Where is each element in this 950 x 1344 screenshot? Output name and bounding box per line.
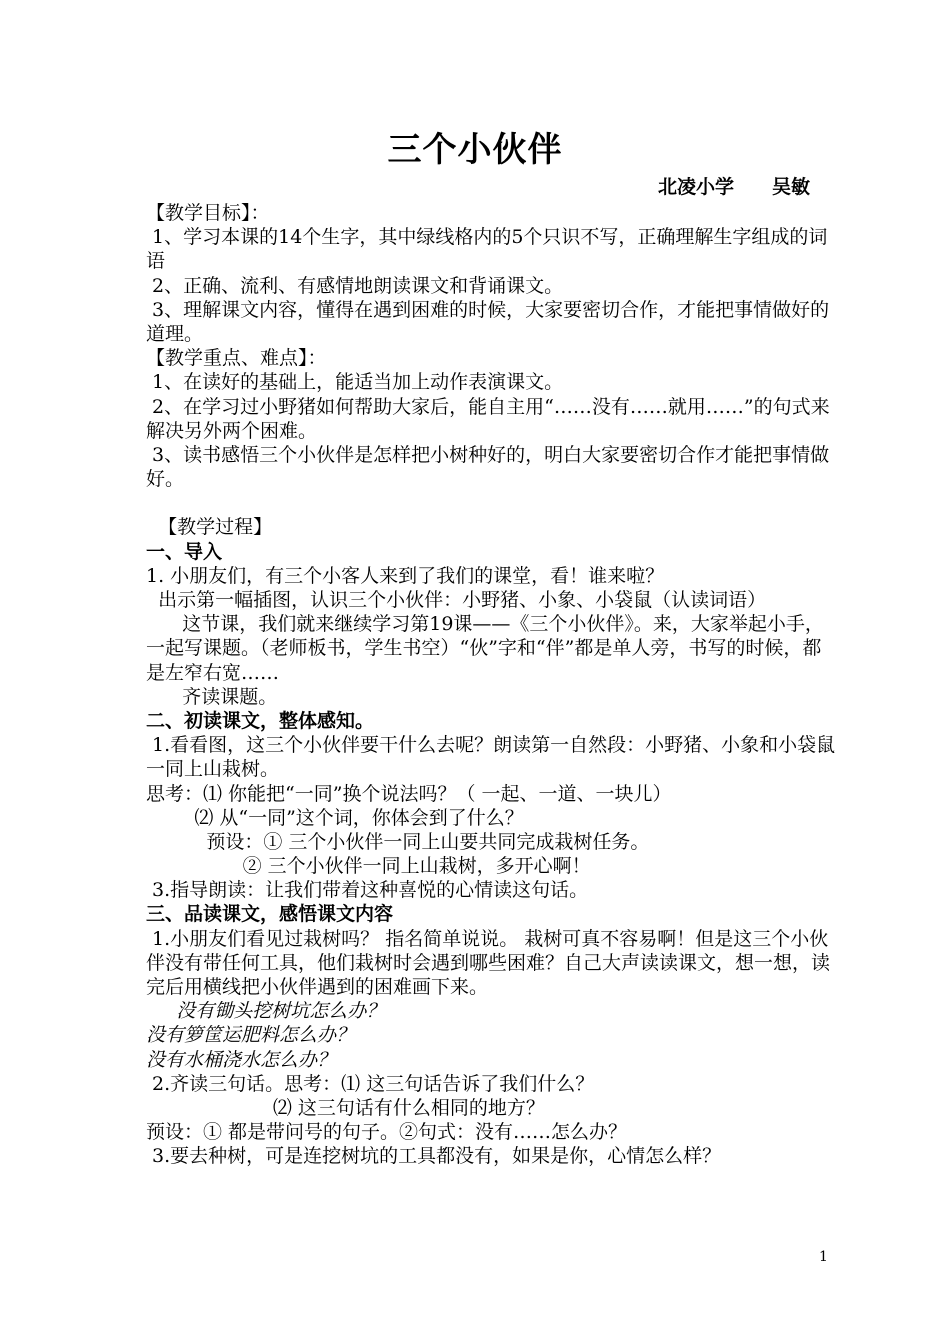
text-line: 没有箩筐运肥料怎么办？: [146, 1024, 356, 1047]
page-number: 1: [819, 1249, 828, 1265]
text-line: 1.看看图，这三个小伙伴要干什么去呢？朗读第一自然段：小野猪、小象和小袋鼠一同上山栽树。: [146, 734, 836, 781]
text-line: 3.指导朗读：让我们带着这种喜悦的心情读这句话。: [146, 879, 589, 902]
text-line: ⑵ 这三句话有什么相同的地方？: [146, 1097, 545, 1120]
text-line: 3.要去种树，可是连挖树坑的工具都没有，如果是你，心情怎么样？: [146, 1145, 722, 1168]
text-line: 【教学重点、难点】：: [146, 347, 327, 370]
text-line: 预设：① 都是带问号的句子。②句式：没有……怎么办？: [146, 1121, 628, 1144]
text-line: 出示第一幅插图，认识三个小伙伴：小野猪、小象、小袋鼠（认读词语）: [146, 588, 767, 611]
blank-line: [146, 491, 836, 515]
text-line: 3、理解课文内容，懂得在遇到困难的时候，大家要密切合作，才能把事情做好的道理。: [146, 298, 830, 345]
author-line: 北凌小学 吴敏: [657, 176, 810, 198]
text-line: 没有水桶浇水怎么办？: [146, 1048, 337, 1071]
text-line: 【教学目标】：: [146, 202, 270, 224]
section-heading: 三、品读课文，感悟课文内容: [146, 903, 394, 926]
text-line: 2、在学习过小野猪如何帮助大家后，能自主用“……没有……就用……”的句式来解决另外两个困难。: [146, 395, 830, 442]
section-heading: 一、导入: [146, 540, 223, 563]
document-body: [146, 201, 836, 1169]
text-line: 2.齐读三句话。思考：⑴ 这三句话告诉了我们什么？: [146, 1072, 595, 1095]
text-line: 3、读书感悟三个小伙伴是怎样把小树种好的，明白大家要密切合作才能把事情做好。: [146, 443, 830, 491]
text-line: ② 三个小伙伴一同上山栽树，多开心啊！: [146, 855, 591, 878]
text-line: 没有锄头挖树坑怎么办？: [146, 1000, 386, 1023]
text-line: 齐读课题。: [146, 685, 278, 708]
text-line: 这节课，我们就来继续学习第19课——《三个小伙伴》。来，大家举起小手，一起写课题。（老师板书，学生书空）“伙”字和“伴”都是单人旁，书写的时候，都是左窄右宽……: [146, 613, 824, 684]
text-line: 1. 小朋友们，有三个小客人来到了我们的课堂，看！谁来啦？: [146, 564, 665, 587]
section-heading: 二、初读课文，整体感知。: [146, 709, 375, 732]
text-line: 【教学过程】: [146, 516, 273, 539]
text-line: 思考：⑴ 你能把“一同”换个说法吗？（ 一起、一道、一块儿）: [146, 782, 672, 805]
text-line: 预设：① 三个小伙伴一同上山要共同完成栽树任务。: [146, 830, 650, 853]
text-line: ⑵ 从“一同”这个词，你体会到了什么？: [146, 806, 524, 829]
text-line: 1、在读好的基础上，能适当加上动作表演课文。: [146, 371, 564, 394]
document-title: 三个小伙伴: [387, 130, 563, 170]
text-line: 1.小朋友们看见过栽树吗？ 指名简单说说。 栽树可真不容易啊！但是这三个小伙伴没有带任何工具，他们栽树时会遇到哪些困难？自己大声读读课文，想一想，读完后用横线把小伙伴遇到的困难画下来。: [146, 927, 831, 999]
text-line: 1、学习本课的14个生字，其中绿线格内的5个只识不写，正确理解生字组成的词语: [146, 226, 828, 273]
text-line: 2、正确、流利、有感情地朗读课文和背诵课文。: [146, 274, 564, 297]
